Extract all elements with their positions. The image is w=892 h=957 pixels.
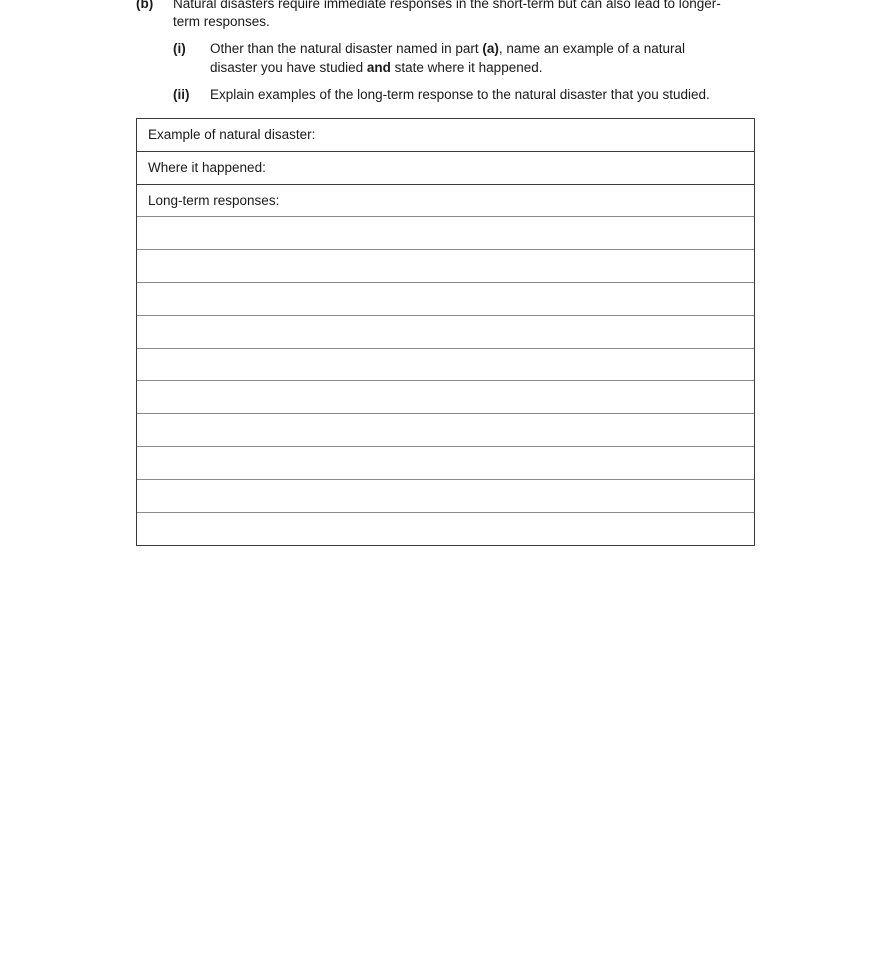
- answer-row-disaster[interactable]: [137, 119, 754, 152]
- sub-i-line1: [210, 40, 685, 58]
- question-intro-line2: term responses.: [173, 14, 270, 29]
- answer-line[interactable]: [137, 349, 754, 382]
- sub-i-label: (i): [173, 41, 186, 56]
- sub-i-line1-pre: Other than the natural disaster named in part: [210, 41, 483, 56]
- answer-line[interactable]: [137, 513, 754, 546]
- sub-i-line2-pre: disaster you have studied: [210, 60, 367, 75]
- sub-ii-label: (ii): [173, 87, 190, 102]
- answer-line[interactable]: [137, 217, 754, 250]
- sub-i-line2-post: state where it happened.: [390, 60, 543, 75]
- answer-row-label: Example of natural disaster:: [148, 127, 316, 142]
- sub-i-line1-post: , name an example of a natural: [498, 41, 686, 56]
- answer-line[interactable]: [137, 480, 754, 513]
- sub-i-line1-bold: (a): [482, 41, 499, 56]
- answer-line[interactable]: [137, 414, 754, 447]
- answer-line[interactable]: [137, 447, 754, 480]
- part-label: (b): [136, 0, 154, 11]
- answer-line[interactable]: [137, 250, 754, 283]
- sub-i-line2: [210, 59, 542, 77]
- answer-line[interactable]: [137, 316, 754, 349]
- sub-i-line2-bold: and: [366, 60, 391, 75]
- answer-row-label: Long-term responses:: [148, 192, 280, 208]
- answer-table: [136, 118, 755, 546]
- answer-line[interactable]: [137, 283, 754, 316]
- question-intro-line1: Natural disasters require immediate responses in the short-term but can also lead to longer-: [173, 0, 721, 11]
- answer-row-label: Where it happened:: [148, 159, 266, 175]
- answer-line[interactable]: [137, 381, 754, 414]
- answer-row-location[interactable]: [137, 152, 754, 185]
- sub-ii-text: Explain examples of the long-term response to the natural disaster that you studied.: [210, 87, 710, 102]
- answer-row-responses[interactable]: [137, 185, 754, 218]
